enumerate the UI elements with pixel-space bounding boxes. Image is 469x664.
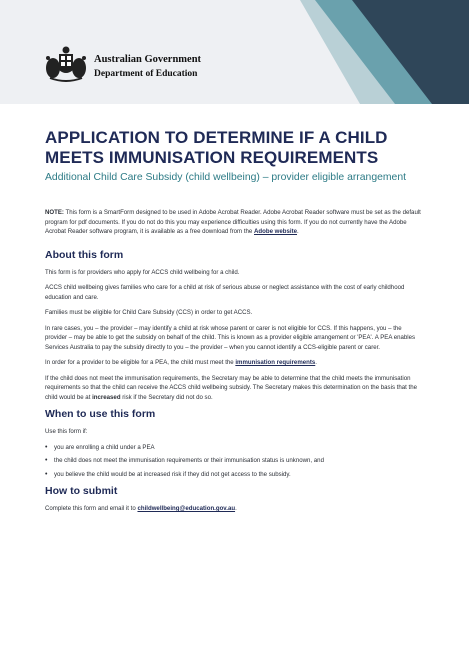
logo-line-government: Australian Government [94,54,202,65]
submit-heading: How to submit [45,485,118,497]
when-heading: When to use this form [45,408,156,420]
government-logo [44,44,244,84]
page-subtitle: Additional Child Care Subsidy (child wellbeing) – provider eligible arrangement [45,172,406,183]
page-header [0,0,469,104]
about-paragraph-4: In rare cases, you – the provider – may identify a child at risk whose parent or carer is not eligible for CCS. If this happens, you – the provider – may be able to get the subsidy on behalf of the child. This is known as a provider eligible arrangement or 'PEA'. A PEA enables Services Australia to pay the subsidy directly to you – the provider – when you cannot identify a CCS-eligible parent or carer. [45,324,416,351]
about-paragraph-6 [45,374,425,403]
submit-text-end: . [235,505,237,512]
about-paragraph-2: ACCS child wellbeing gives families who care for a child at risk of serious abuse or neglect assistance with the cost of early childhood education and care. [45,284,405,301]
about-p5-end: . [315,359,317,366]
coat-of-arms-icon [44,44,88,84]
increased-bold: increased [92,393,121,401]
bullet-icon: • [45,443,48,451]
about-heading: About this form [45,248,124,261]
about-paragraph-1: This form is for providers who apply for ACCS child wellbeing for a child. [45,268,240,276]
about-paragraph-3: Families must be eligible for Child Care Subsidy (CCS) in order to get ACCS. [45,309,253,316]
about-paragraph-5 [45,358,425,368]
about-p6-end: risk if the Secretary did not do so. [120,393,213,401]
submit-paragraph [45,504,425,514]
note-text: This form is a SmartForm designed to be used in Adobe Acrobat Reader. Adobe Acrobat Reader software must be set as the default program for pdf documents. If you do not do this you may experience difficulties using this form. If you do not currently have the Adobe Acrobat Reader software program, it is available as a free download from the [45,209,421,235]
when-list [45,443,425,480]
email-link[interactable]: childwellbeing@education.gov.au [137,505,236,512]
logo-line-department: Department of Education [94,69,198,79]
when-intro: Use this form if: [45,428,88,435]
form-content [45,208,425,520]
list-item-text: you believe the child would be at increased risk if they did not get access to the subsidy. [54,470,291,478]
bullet-icon: • [45,457,48,464]
page-title: APPLICATION TO DETERMINE IF A CHILD MEETS IMMUNISATION REQUIREMENTS [45,128,388,167]
list-item [45,470,425,480]
about-p6-text: If the child does not meet the immunisation requirements, the Secretary may be able to determine that the child meets the immunisation requirements so that the child can receive the ACCS child wellbeing subsidy. The Secretary makes this determination on the basis that the child would be at [45,374,418,401]
immunisation-requirements-link[interactable]: immunisation requirements [235,359,316,366]
about-p5-text: In order for a provider to be eligible for a PEA, the child must meet the [45,359,236,366]
list-item [45,456,425,466]
list-item-text: the child does not meet the immunisation requirements or their immunisation status is unknown, and [54,457,324,464]
adobe-website-link[interactable]: Adobe website [254,228,298,235]
list-item [45,443,425,453]
note-paragraph [45,208,425,237]
submit-text: Complete this form and email it to [45,505,138,512]
note-text-end: . [297,228,299,235]
list-item-text: you are enrolling a child under a PEA [54,443,155,451]
bullet-icon: • [45,470,48,478]
note-label: NOTE: [45,209,64,216]
